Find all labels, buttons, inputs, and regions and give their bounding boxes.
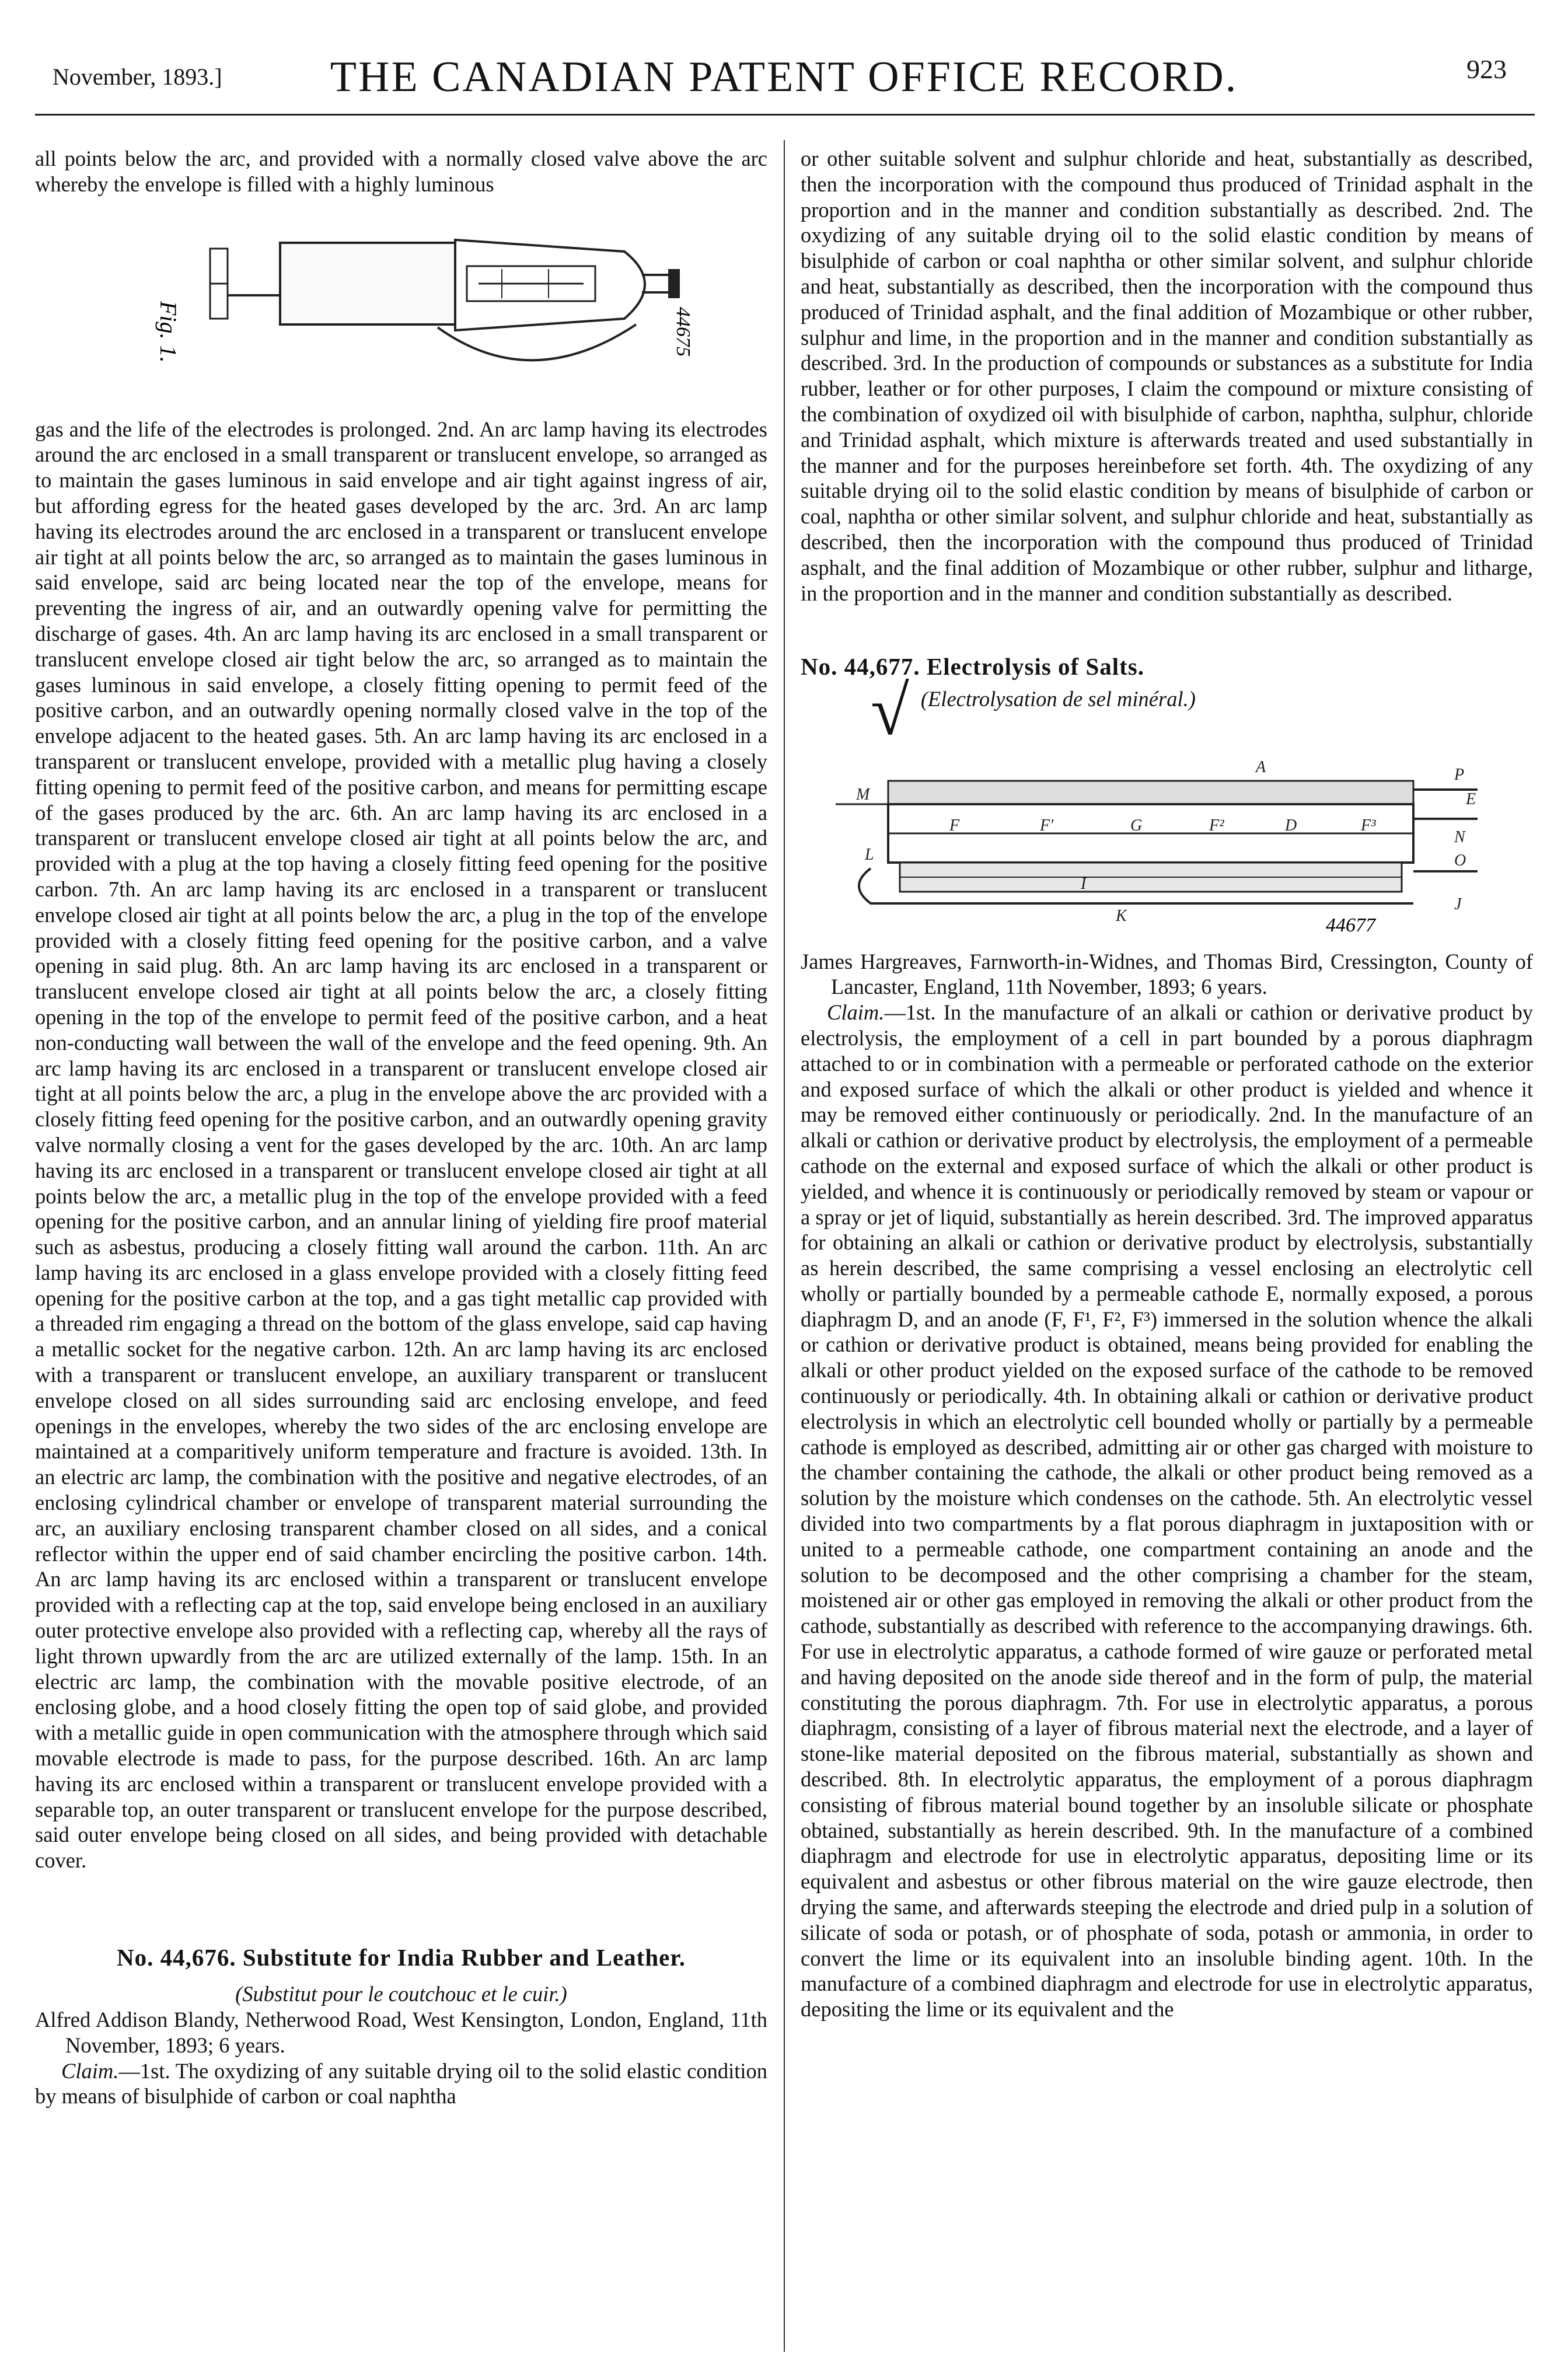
left-column (35, 146, 767, 2109)
page-header (0, 41, 1568, 105)
patent-subtitle-row (801, 671, 1533, 749)
lamp-claims-text: gas and the life of the electrodes is prolonged. 2nd. An arc lamp having its electrodes around the arc enclosed in a small transparent or translucent envelope, so arranged as to maintain the gases luminous in said envelope and air tight against ingress of air, but affording egress for the heated gases developed by the arc. 3rd. An arc lamp having its electrodes around the arc enclosed in a transparent or translucent envelope air tight at all points below the arc, so arranged as to maintain the gases luminous in said envelope, said arc being located near the top of the envelope, means for preventing the ingress of air, and an outwardly opening valve for permitting the discharge of gases. 4th. An arc lamp having its arc enclosed in a small transparent or translucent envelope closed air tight below the arc, so arranged as to maintain the gases luminous in said envelope, a closely fitting opening to permit feed of the positive carbon, and an outwardly opening normally closed valve in the top of the envelope adjacent to the heated gases. 5th. An arc lamp having its arc enclosed in a transparent or translucent envelope, provided with a metallic plug having a closely fitting opening to permit feed of the positive carbon, and means for permitting escape of the gases produced by the arc. 6th. An arc lamp having its arc enclosed in a transparent or translucent envelope closed air tight at all points below the arc, and provided with a plug at the top having a closely fitting feed opening for the positive carbon. 7th. An arc lamp having its arc enclosed in a transparent or translucent envelope closed air tight at all points below the arc, a plug in the top of the envelope provided with a closely fitting feed opening for the positive carbon, and a valve opening in said plug. 8th. An arc lamp having its arc enclosed in a transparent or translucent envelope closed air tight at all points below the arc, a closely fitting opening in the top of the envelope to permit feed of the positive carbon, and a heat non-conducting wall between the wall of the envelope and the feed opening. 9th. An arc lamp having its arc enclosed in a transparent or translucent envelope closed air tight at all points below the arc, a plug in the envelope above the arc provided with a closely fitting feed opening for the positive carbon, and an outwardly opening gravity valve normally closing a vent for the gases developed by the arc. 10th. An arc lamp having its arc enclosed in a transparent or translucent envelope closed air tight at all points below the arc, a metallic plug in the top of the envelope provided with a feed opening for the positive carbon, and an annular lining of yielding fire proof material such as asbestus, producing a closely fitting wall around the carbon. 11th. An arc lamp having its arc enclosed in a glass envelope provided with a closely fitting feed opening for the positive carbon at the top, and a gas tight metallic cap provided with a threaded rim engaging a thread on the bottom of the glass envelope, said cap having a metallic socket for the negative carbon. 12th. An arc lamp having its arc enclosed with a transparent or translucent envelope, an auxiliary transparent or translucent envelope closed on all sides surrounding said arc enclosing envelope, and feed openings in the envelopes, whereby the two sides of the arc enclosing envelope are maintained at a comparitively uniform temperature and fracture is avoided. 13th. In an electric arc lamp, the combination with the positive and negative electrodes, of an enclosing cylindrical chamber or envelope of transparent material surrounding the arc, an auxiliary enclosing transparent chamber closed on all sides, and a conical reflector within the upper end of said chamber encircling the positive carbon. 14th. An arc lamp having its arc enclosed within a transparent or translucent envelope provided with a reflecting cap at the top, said envelope being enclosed in an auxiliary outer protective envelope also provided with a reflecting cap, whereby all the rays of light thrown upwardly from the arc are utilized externally of the lamp. 15th. In an electric arc lamp, the combination with the movable positive electrode, of an enclosing globe, and a hood closely fitting the open top of said globe, and provided with a metallic guide in open communication with the atmosphere through which said movable electrode is made to pass, for the purpose described. 16th. An arc lamp having its arc enclosed within a transparent or translucent envelope provided with a separable top, an outer transparent or translucent envelope for the purpose described, said outer envelope being closed on all sides, and being provided with detachable cover. (35, 417, 767, 1873)
patent-title-44677: No. 44,677. Electrolysis of Salts. (801, 653, 1145, 680)
check-mark: √ (871, 671, 909, 749)
figure-letter-label: O (1454, 851, 1466, 870)
column-divider (784, 140, 785, 2352)
figure-letter-label: N (1454, 828, 1465, 846)
figure-letter-label: G (1130, 816, 1143, 835)
figure-label: Fig. 1. (155, 301, 181, 363)
figure-letter-label: A (1256, 758, 1266, 776)
electrolysis-cell-drawing (801, 746, 1533, 938)
page-number: 923 (1466, 54, 1507, 84)
figure-letter-label: D (1285, 816, 1297, 835)
issue-date: November, 1893.] (53, 64, 222, 90)
claim-44677 (801, 1000, 1533, 2022)
figure-letter-label: F³ (1361, 816, 1376, 835)
electrolysis-figure (801, 746, 1533, 938)
left-intro-text: all points below the arc, and provided with a normally closed valve above the arc whereby the envelope is filled with a highly luminous (35, 146, 767, 196)
figure-letter-label: J (1454, 895, 1462, 913)
applicant-44677: James Hargreaves, Farnworth-in-Widnes, and Thomas Bird, Cressington, County of Lancaster, England, 11th November, 1893; 6 years. (801, 949, 1533, 999)
rubber-claims-text: or other suitable solvent and sulphur chloride and heat, substantially as described, then the incorporation with the compound thus produced of Trinidad asphalt in the proportion and in the manner and condition substantially as described. 2nd. The oxydizing of any suitable drying oil to the solid elastic condition by means of bisulphide of carbon or coal naphtha or other similar solvent, and sulphur chloride and heat, substantially as described, then the incorporation with the compound thus produced of Trinidad asphalt, and the final addition of Mozambique or other rubber, sulphur and lime, in the proportion and in the manner and condition substantially as described. 3rd. In the production of compounds or substances as a substitute for India rubber, leather or for other purposes, I claim the compound or mixture consisting of the combination of oxydized oil with bisulphide of carbon, naphtha, sulphur, chloride and Trinidad asphalt, which mixture is afterwards treated and used substantially in the manner and for the purposes hereinbefore set forth. 4th. The oxydizing of any suitable drying oil to the solid elastic condition by means of bisulphide of carbon or coal, naphtha or other similar solvent, and sulphur chloride and heat, substantially as described, then the incorporation with the compound thus produced of Trinidad asphalt, and the final addition of Mozambique or other rubber, sulphur and litharge, in the proportion and in the manner and condition substantially as described. (801, 146, 1533, 605)
claim-44676 (35, 2058, 767, 2110)
figure-letter-label: F' (1040, 816, 1054, 835)
figure-letter-label: P (1454, 765, 1465, 784)
figure-number: 44677 (1326, 914, 1375, 936)
right-column (801, 146, 1533, 2022)
figure-number: 44675 (672, 306, 694, 357)
claim-text: —1st. In the manufacture of an alkali or cathion or derivative product by electrolysis, the employment of a cell in part bounded by a porous diaphragm attached to or in combination with a permeable or perforated cathode on the exterior and exposed surface of which the alkali or other product is yielded and whence it may be removed either continuously or periodically. 2nd. In the manufacture of an alkali or cathion or derivative product by electrolysis, the employment of a permeable cathode on the external and exposed surface of which the alkali or other product is yielded, and whence it is continuously or periodically removed by steam or vapour or a spray or jet of liquid, substantially as herein described. 3rd. The improved apparatus for obtaining an alkali or cathion or derivative product by electrolysis, substantially as herein described, the same comprising a vessel enclosing an electrolytic cell wholly or partially bounded by a permeable cathode E, normally exposed, a porous diaphragm D, and an anode (F, F¹, F², F³) immersed in the solution whence the alkali or cathion or derivative product is obtained, means being provided for enabling the alkali or other product yielded on the exposed surface of the cathode to be removed continuously or periodically. 4th. In obtaining alkali or cathion or derivative product electrolysis in which an electrolytic cell bounded wholly or partially by a permeable cathode is employed as described, admitting air or other gas charged with moisture to the chamber containing the cathode, the alkali or other product being removed as a solution by the moisture which condenses on the cathode. 5th. An electrolytic vessel divided into two compartments by a flat porous diaphragm in juxtaposition with or united to a permeable cathode, one compartment containing an anode and the solution to be decomposed and the other comprising a chamber for the steam, moistened air or other gas employed in removing the alkali or other product from the cathode, substantially as described with reference to the accompanying drawings. 6th. For use in electrolytic apparatus, a cathode formed of wire gauze or perforated metal and having deposited on the anode side thereof and in the form of pulp, the material constituting the porous diaphragm. 7th. For use in electrolytic apparatus, a porous diaphragm, consisting of a layer of fibrous material next the electrode, and a layer of stone-like material deposited on the fibrous material, substantially as shown and described. 8th. In electrolytic apparatus, the employment of a porous diaphragm consisting of fibrous material bound together by an insoluble silicate or phosphate obtained, substantially as herein described. 9th. In the manufacture of a combined diaphragm and electrode for use in electrolytic apparatus, depositing lime or its equivalent and asbestus or other fibrous material on the wire gauze electrode, then drying the same, and afterwards steeping the electrode and dried pulp in a solution of silicate of soda or potash, or of phosphate of soda, potash or ammonia, in order to convert the lime or its equivalent into an insoluble binding agent. 10th. In the manufacture of a combined diaphragm and electrode for use in electrolytic apparatus, depositing the lime or its equivalent and the (801, 1000, 1533, 2022)
claim-text: —1st. The oxydizing of any suitable drying oil to the solid elastic condition by means of bisulphide of carbon or coal naphtha (35, 2058, 767, 2109)
patent-subtitle-44676: (Substitut pour le coutchouc et le cuir.) (235, 1982, 567, 2006)
figure-letter-label: F² (1209, 816, 1224, 835)
header-rule (35, 114, 1535, 116)
claim-label: Claim. (61, 2058, 119, 2083)
figure-letter-label: E (1466, 790, 1476, 808)
figure-letter-label: I (1081, 874, 1087, 893)
patent-title-44676: No. 44,676. Substitute for India Rubber and Leather. (116, 1944, 686, 1971)
publication-title: THE CANADIAN PATENT OFFICE RECORD. (330, 53, 1238, 101)
figure-letter-label: K (1116, 906, 1127, 925)
claim-label: Claim. (827, 1000, 885, 1025)
figure-letter-label: M (856, 785, 870, 804)
figure-letter-label: L (865, 845, 874, 864)
applicant-44676: Alfred Addison Blandy, Netherwood Road, West Kensington, London, England, 11th November, 1893; 6 years. (35, 2008, 767, 2057)
arc-lamp-drawing (35, 208, 767, 406)
figure-letter-label: F (949, 816, 960, 835)
patent-subtitle-44677: (Electrolysation de sel minéral.) (920, 686, 1196, 711)
arc-lamp-figure (35, 208, 767, 406)
